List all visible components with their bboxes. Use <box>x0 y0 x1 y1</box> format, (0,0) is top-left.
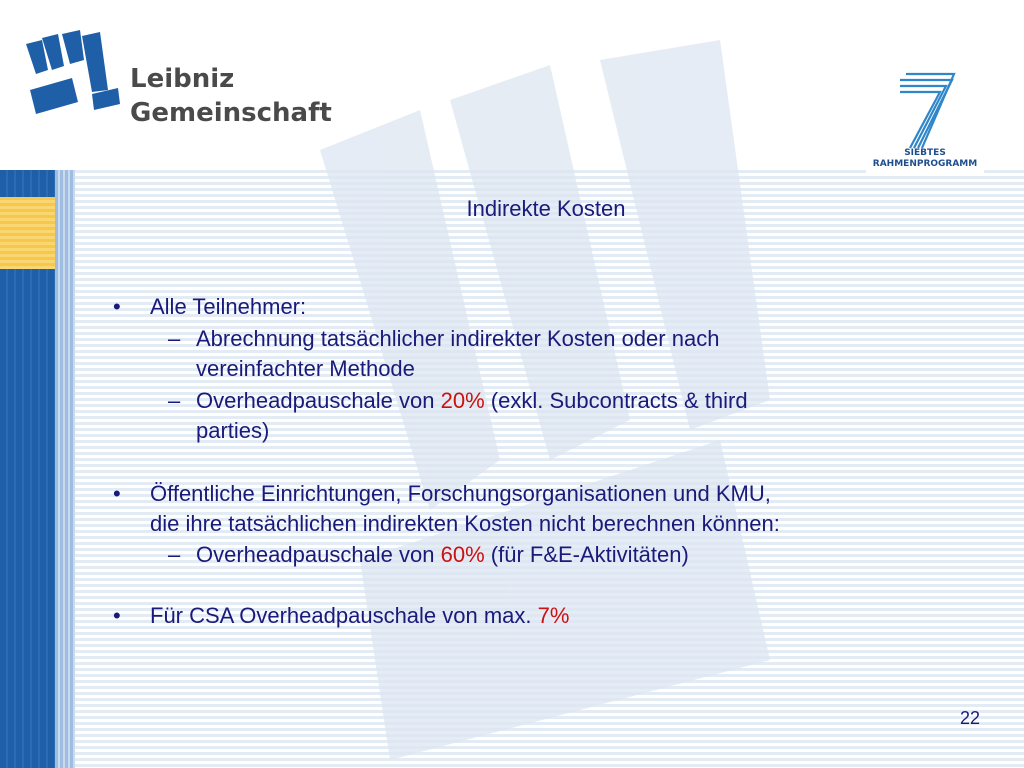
dash-marker: – <box>168 388 181 413</box>
bullet-2-sub-1-post: (für F&E-Aktivitäten) <box>484 542 689 567</box>
fp7-logo-text-line2: RAHMENPROGRAMM <box>872 159 978 169</box>
dash-marker: – <box>168 326 181 351</box>
leibniz-logo <box>22 30 332 130</box>
bullet-1-sub-1-line-1: Abrechnung tatsächlicher indirekter Kosten oder nach <box>196 326 720 351</box>
bullet-1-sub-2-line-1 <box>196 388 748 414</box>
bullet-2-line-1: Öffentliche Einrichtungen, Forschungsorganisationen und KMU, <box>150 481 771 506</box>
overhead-rate-60: 60% <box>440 542 485 567</box>
dash-marker: – <box>168 542 181 567</box>
overhead-rate-7: 7% <box>537 603 570 628</box>
bullet-2-sub-1 <box>196 542 689 568</box>
bullet-1-sub-2-line-2: parties) <box>196 418 270 443</box>
leibniz-logo-text-line1: Leibniz <box>130 64 235 94</box>
bullet-marker: • <box>113 481 121 506</box>
fp7-logo-text-line1: SIEBTES <box>904 148 946 158</box>
leibniz-logo-mark-icon <box>22 30 122 125</box>
bullet-marker: • <box>113 603 121 628</box>
slide-title: Indirekte Kosten <box>466 196 626 221</box>
leibniz-logo-text-line2: Gemeinschaft <box>130 98 332 128</box>
bullet-1-text: Alle Teilnehmer: <box>150 294 307 319</box>
bullet-3-pre: Für CSA Overheadpauschale von max. <box>150 603 538 628</box>
fp7-seven-icon <box>896 72 956 152</box>
bullet-marker: • <box>113 294 121 319</box>
bullet-2-sub-1-pre: Overheadpauschale von <box>196 542 441 567</box>
bullet-1-sub-2-post: (exkl. Subcontracts & third <box>484 388 748 413</box>
bullet-3-text <box>150 603 569 629</box>
page-number: 22 <box>959 708 980 728</box>
fp7-logo <box>866 66 984 176</box>
bullet-2-line-2: die ihre tatsächlichen indirekten Kosten nicht berechnen können: <box>150 511 780 536</box>
bullet-1-sub-2-pre: Overheadpauschale von <box>196 388 441 413</box>
overhead-rate-20: 20% <box>440 388 485 413</box>
left-light-bar <box>55 170 75 768</box>
bullet-1-sub-1-line-2: vereinfachter Methode <box>196 356 415 381</box>
